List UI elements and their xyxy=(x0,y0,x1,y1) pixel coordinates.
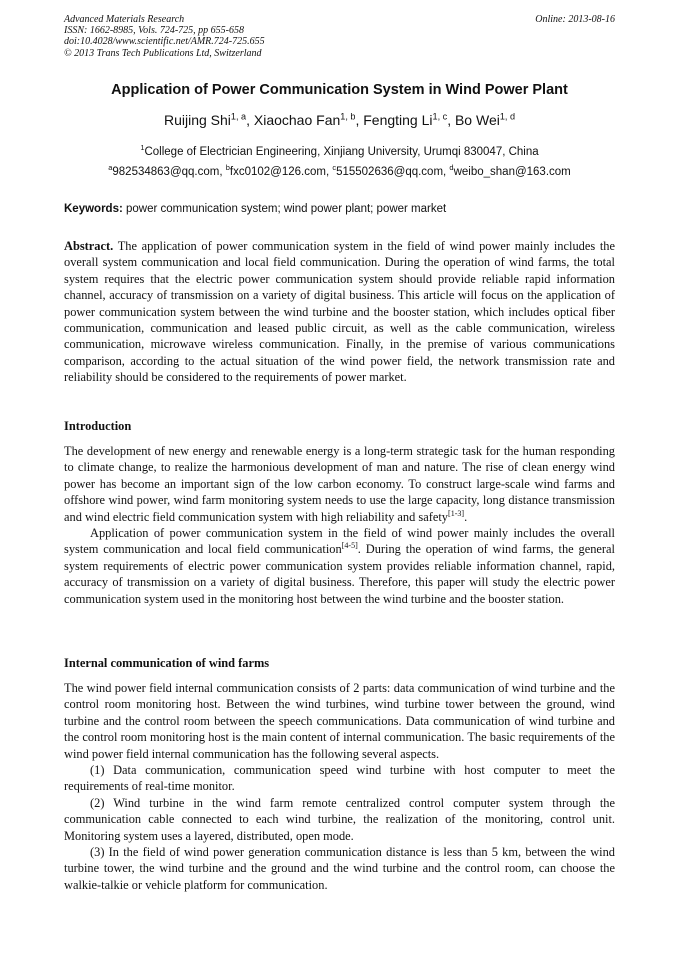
affiliation-mark: 1 xyxy=(140,143,145,153)
email-list xyxy=(64,163,615,178)
author-affil-mark: 1, c xyxy=(432,111,448,122)
author-name: Fengting Li xyxy=(363,112,433,128)
email-separator: , xyxy=(443,166,450,178)
email: 515502636@qq.com xyxy=(336,166,444,178)
affiliation xyxy=(64,143,615,158)
keywords-label: Keywords: xyxy=(64,203,123,215)
paragraph: (3) In the field of wind power generation communication distance is less than 5 km, between the wind turbine tower, the wind turbine and the ground and the wind turbine and the control room, can choose the walkie-talkie or vehicle platform for communication. xyxy=(64,845,615,892)
email-separator: , xyxy=(325,166,333,178)
journal-header xyxy=(64,14,265,59)
author-name: Bo Wei xyxy=(454,112,500,128)
paragraph xyxy=(64,443,615,525)
keywords-text: power communication system; wind power plant; power market xyxy=(122,203,447,215)
paragraph: The wind power field internal communication consists of 2 parts: data communication of wind turbine and the control room monitoring host. Between the wind turbines, wind turbine tower between the ground, wind turbine and the control room between the speech communications. Data communication of wind turbine and the control room monitoring host is the main content of internal communication. The basic requirements of the wind power field internal communication has the following several aspects. xyxy=(64,681,615,761)
email: weibo_shan@163.com xyxy=(453,166,571,178)
paragraph-text: . xyxy=(464,509,468,524)
paragraph: (1) Data communication, communication speed wind turbine with host computer to meet the requirements of real-time monitor. xyxy=(64,763,615,794)
journal-issn: ISSN: 1662-8985, Vols. 724-725, pp 655-658 xyxy=(64,25,244,37)
author-affil-mark: 1, b xyxy=(340,111,356,122)
author-separator: , xyxy=(355,112,364,128)
abstract xyxy=(64,238,615,386)
journal-doi: doi:10.4028/www.scientific.net/AMR.724-725.655 xyxy=(64,36,265,48)
paragraph-text: Application of power communication system in the field of wind power mainly includes the overall system communication and local field communication xyxy=(64,526,615,557)
email-separator: , xyxy=(219,166,226,178)
keywords xyxy=(64,203,615,215)
email-mark: a xyxy=(108,163,113,173)
citation: [1-3] xyxy=(448,508,465,518)
section-heading-internal-communication: Internal communication of wind farms xyxy=(64,656,270,670)
affiliation-text: College of Electrician Engineering, Xinjiang University, Urumqi 830047, China xyxy=(144,146,539,158)
author-affil-mark: 1, a xyxy=(230,111,247,122)
author-list xyxy=(64,112,615,128)
email-mark: c xyxy=(332,163,337,173)
email: fxc0102@126.com xyxy=(229,166,326,178)
email-mark: b xyxy=(225,163,230,173)
online-date: Online: 2013-08-16 xyxy=(535,14,615,25)
section-heading-introduction: Introduction xyxy=(64,419,132,433)
journal-name: Advanced Materials Research xyxy=(64,14,185,25)
email: 982534863@qq.com xyxy=(112,166,220,178)
paragraph: (2) Wind turbine in the wind farm remote centralized control computer system through the communication cable connected to each wind turbine, the realization of the monitoring, control unit. Monitoring system uses a layered, distributed, open mode. xyxy=(64,795,615,843)
abstract-text: The application of power communication system in the field of wind power mainly includes the overall system communication and local field communication. During the operation of wind farms, the total system requires that the electric power communication system should provide reliable rapid information channel, accuracy of transmission on a variety of digital business. This article will focus on the application of power communication system between the wind turbine and the booster station, which includes optical fiber communication, communication and leased public circuit, as well as the cable communication, wireless communication, microwave wireless communication. Finally, in the premise of various communications comparison, according to the actual situation of the wind power field, the network transmission rate and reliability should be considered to the requirements of power market. xyxy=(64,239,615,385)
journal-copyright: © 2013 Trans Tech Publications Ltd, Switzerland xyxy=(64,47,262,59)
paper-title: Application of Power Communication System in Wind Power Plant xyxy=(111,82,568,98)
author-name: Xiaochao Fan xyxy=(253,112,341,128)
author-name: Ruijing Shi xyxy=(163,112,231,128)
paragraph-text: . During the operation of wind farms, the general system requirements of electric power communication system provides reliable information channel, rapid, accuracy of transmission on a variety of digital business. Therefore, this paper will study the electric power communication system used in the monitoring host between the wind turbine and the booster station. xyxy=(64,542,615,606)
citation: [4-5] xyxy=(341,541,358,551)
paragraph-text: The development of new energy and renewable energy is a long-term strategic task for the human responding to climate change, to realize the harmonious development of man and nature. The rise of clean energy wind power has become an important sign of the low carbon economy. To construct large-scale wind farms and offshore wind power, wind farm monitoring system needs to use the large capacity, long distance transmission and wind electric field communication system with high reliability and safety xyxy=(64,444,615,524)
author-separator: , xyxy=(447,112,455,128)
author-separator: , xyxy=(246,112,254,128)
introduction-body xyxy=(64,443,615,607)
abstract-label: Abstract. xyxy=(64,239,114,253)
internal-communication-body xyxy=(64,680,615,893)
paragraph xyxy=(64,525,615,607)
author-affil-mark: 1, d xyxy=(499,111,516,122)
email-mark: d xyxy=(449,163,454,173)
